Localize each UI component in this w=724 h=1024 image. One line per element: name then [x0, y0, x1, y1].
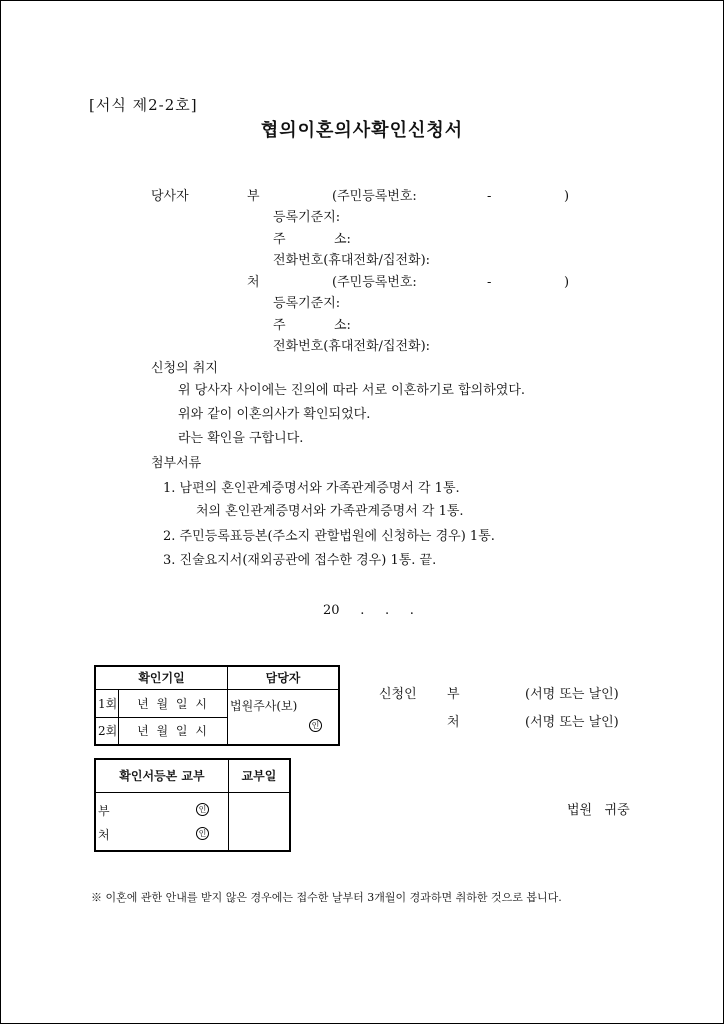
delivery-husband-seal-icon: 인 [196, 803, 209, 816]
wife-role: 처 [247, 275, 260, 290]
delivery-table [94, 758, 291, 852]
confirmation-table [94, 665, 340, 746]
wife-id-close: ) [564, 275, 570, 290]
delivery-date-header: 교부일 [228, 759, 290, 792]
attachment-item: 처의 혼인관계증명서와 가족관계증명서 각 1통. [196, 504, 464, 519]
attachment-item: 1. 남편의 혼인관계증명서와 가족관계증명서 각 1통. [163, 481, 460, 496]
confirm-round-2-label: 2회 [95, 717, 119, 745]
applicant-label: 신청인 [379, 687, 417, 702]
delivery-date-cell [228, 792, 290, 851]
husband-phone-label: 전화번호(휴대전화/집전화): [273, 253, 431, 268]
applicant-wife-sign: (서명 또는 날인) [525, 715, 619, 730]
parties-label: 당사자 [151, 189, 189, 204]
wife-address-label-2: 소: [334, 318, 351, 333]
husband-id-label: (주민등록번호: [332, 189, 417, 204]
delivery-recipients-cell [95, 792, 228, 851]
confirm-date-header: 확인기일 [95, 666, 228, 689]
husband-address-label-2: 소: [334, 232, 351, 247]
husband-address-label-1: 주 [273, 232, 286, 247]
delivery-wife-label: 처 [98, 827, 110, 842]
officer-seal-icon: 인 [309, 719, 322, 732]
confirm-round-2-datetime: 년 월 일 시 [119, 717, 228, 745]
applicant-husband-sign: (서명 또는 날인) [525, 687, 619, 702]
application-date: 20 . . . [323, 603, 414, 618]
form-number: [서식 제2-2호] [89, 96, 198, 114]
wife-id-label: (주민등록번호: [332, 275, 417, 290]
officer-header: 담당자 [228, 666, 340, 689]
footnote: ※ 이혼에 관한 안내를 받지 않은 경우에는 접수한 날부터 3개월이 경과하면 취하한 것으로 봅니다. [91, 891, 562, 904]
confirm-round-1-label: 1회 [95, 689, 119, 717]
husband-id-dash: - [487, 189, 492, 204]
purpose-line: 위 당사자 사이에는 진의에 따라 서로 이혼하기로 합의하였다. [178, 383, 526, 398]
applicant-husband: 부 [447, 687, 460, 702]
applicant-wife: 처 [447, 715, 460, 730]
wife-address-label-1: 주 [273, 318, 286, 333]
wife-phone-label: 전화번호(휴대전화/집전화): [273, 339, 431, 354]
delivery-copy-header: 확인서등본 교부 [95, 759, 228, 792]
husband-id-close: ) [564, 189, 570, 204]
attachments-heading: 첨부서류 [151, 456, 202, 471]
wife-id-dash: - [487, 275, 492, 290]
purpose-heading: 신청의 취지 [151, 361, 218, 376]
husband-registry-label: 등록기준지: [273, 210, 341, 225]
attachment-item: 3. 진술요지서(재외공관에 접수한 경우) 1통. 끝. [163, 553, 437, 568]
confirm-round-1-datetime: 년 월 일 시 [119, 689, 228, 717]
officer-title: 법원주사(보) [230, 698, 298, 713]
court-addressee: 법원 귀중 [567, 803, 630, 818]
purpose-line: 위와 같이 이혼의사가 확인되었다. [178, 407, 371, 422]
husband-role: 부 [247, 189, 260, 204]
delivery-husband-label: 부 [98, 803, 110, 818]
purpose-line: 라는 확인을 구합니다. [178, 431, 304, 446]
delivery-wife-seal-icon: 인 [196, 827, 209, 840]
officer-cell [228, 689, 340, 745]
wife-registry-label: 등록기준지: [273, 296, 341, 311]
form-title: 협의이혼의사확인신청서 [260, 120, 464, 141]
attachment-item: 2. 주민등록표등본(주소지 관할법원에 신청하는 경우) 1통. [163, 529, 495, 544]
